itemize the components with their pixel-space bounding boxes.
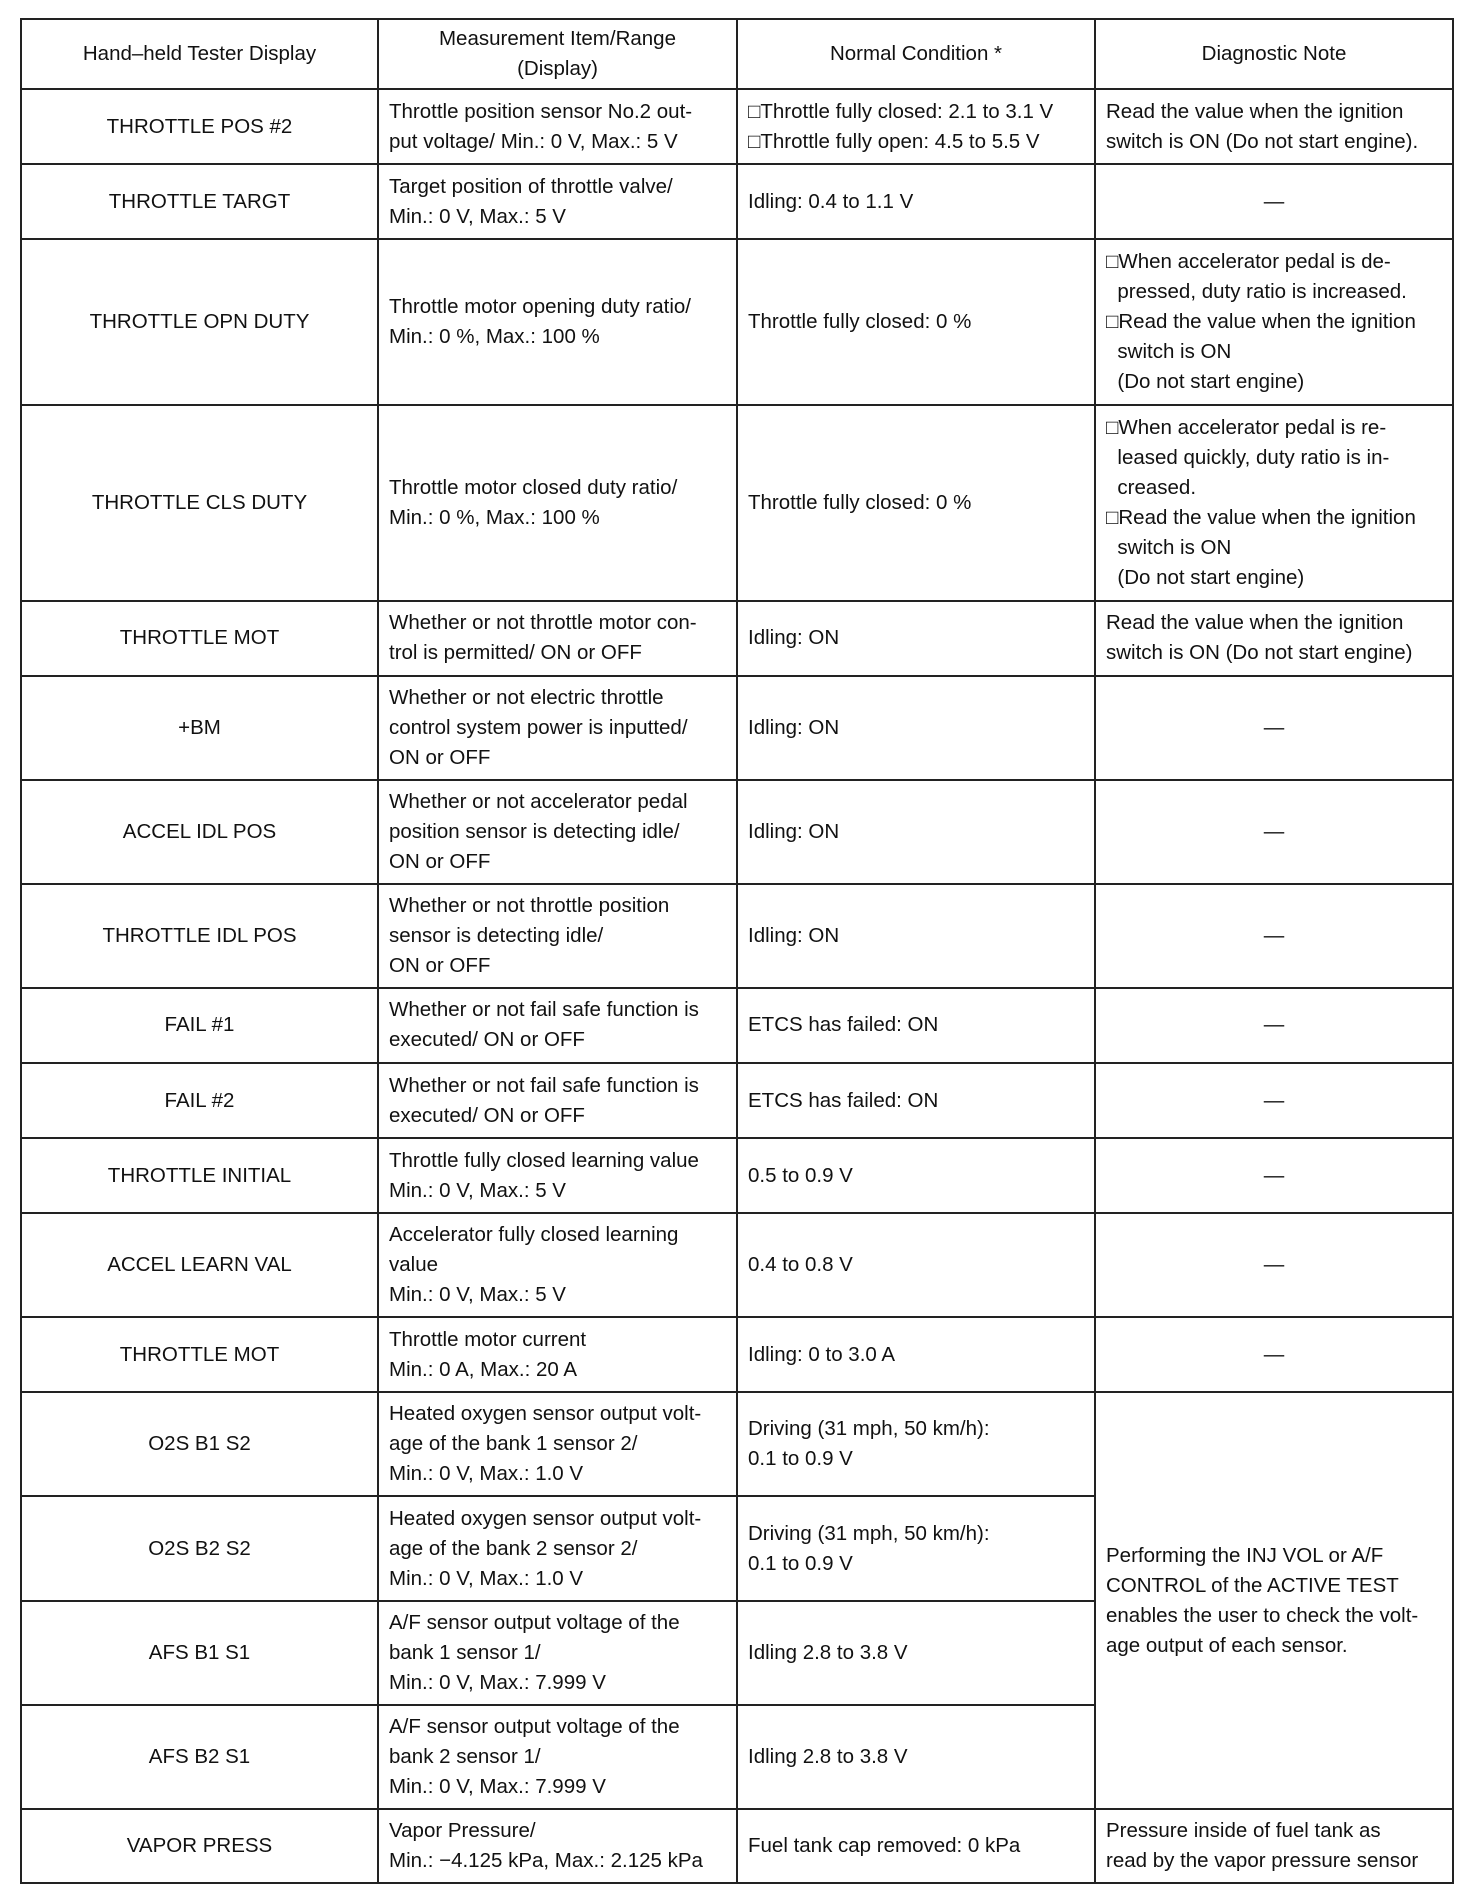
normal-condition-cell: □Throttle fully closed: 2.1 to 3.1 V □Throttle fully open: 4.5 to 5.5 V xyxy=(737,89,1095,164)
diagnostic-note-cell: Pressure inside of fuel tank as read by the vapor pressure sensor xyxy=(1095,1809,1453,1883)
normal-condition-cell: Idling: ON xyxy=(737,780,1095,884)
diagnostic-note-cell: □When accelerator pedal is re- leased quickly, duty ratio is in- creased. □Read the value when the ignition switch is ON (Do not start engine) xyxy=(1095,405,1453,600)
display-cell: THROTTLE MOT xyxy=(21,1317,378,1392)
measurement-cell: Vapor Pressure/ Min.: −4.125 kPa, Max.: 2.125 kPa xyxy=(378,1809,737,1883)
measurement-cell: Whether or not electric throttle control system power is inputted/ ON or OFF xyxy=(378,676,737,780)
display-cell: FAIL #2 xyxy=(21,1063,378,1138)
normal-condition-cell: Idling: 0 to 3.0 A xyxy=(737,1317,1095,1392)
diagnostic-note-cell: □When accelerator pedal is de- pressed, duty ratio is increased. □Read the value when the ignition switch is ON (Do not start engine) xyxy=(1095,239,1453,405)
normal-condition-cell: Idling 2.8 to 3.8 V xyxy=(737,1601,1095,1705)
table-row xyxy=(21,405,1453,600)
normal-condition-cell: Idling: ON xyxy=(737,601,1095,676)
table-row xyxy=(21,239,1453,405)
measurement-cell: Accelerator fully closed learning value Min.: 0 V, Max.: 5 V xyxy=(378,1213,737,1317)
display-cell: THROTTLE IDL POS xyxy=(21,884,378,988)
display-cell: ACCEL IDL POS xyxy=(21,780,378,884)
table-row xyxy=(21,1138,1453,1213)
normal-condition-cell: Idling 2.8 to 3.8 V xyxy=(737,1705,1095,1809)
normal-condition-cell: ETCS has failed: ON xyxy=(737,1063,1095,1138)
normal-condition-cell: Idling: 0.4 to 1.1 V xyxy=(737,164,1095,239)
table-row xyxy=(21,884,1453,988)
diagnostic-note-cell: — xyxy=(1095,780,1453,884)
table-row xyxy=(21,1392,1453,1496)
measurement-cell: Throttle motor opening duty ratio/ Min.: 0 %, Max.: 100 % xyxy=(378,239,737,405)
measurement-cell: Whether or not fail safe function is executed/ ON or OFF xyxy=(378,1063,737,1138)
measurement-cell: Throttle position sensor No.2 out- put voltage/ Min.: 0 V, Max.: 5 V xyxy=(378,89,737,164)
document-page xyxy=(20,18,1452,1884)
diagnostic-note-cell: — xyxy=(1095,1317,1453,1392)
table-row xyxy=(21,780,1453,884)
header-display: Hand–held Tester Display xyxy=(21,19,378,89)
display-cell: FAIL #1 xyxy=(21,988,378,1063)
measurement-cell: Whether or not throttle position sensor is detecting idle/ ON or OFF xyxy=(378,884,737,988)
display-cell: THROTTLE INITIAL xyxy=(21,1138,378,1213)
display-cell: O2S B1 S2 xyxy=(21,1392,378,1496)
display-cell: THROTTLE TARGT xyxy=(21,164,378,239)
measurement-cell: A/F sensor output voltage of the bank 2 sensor 1/ Min.: 0 V, Max.: 7.999 V xyxy=(378,1705,737,1809)
measurement-cell: Heated oxygen sensor output volt- age of the bank 1 sensor 2/ Min.: 0 V, Max.: 1.0 V xyxy=(378,1392,737,1496)
table-row xyxy=(21,1317,1453,1392)
normal-condition-cell: Fuel tank cap removed: 0 kPa xyxy=(737,1809,1095,1883)
measurement-cell: Throttle fully closed learning value Min.: 0 V, Max.: 5 V xyxy=(378,1138,737,1213)
measurement-cell: Throttle motor current Min.: 0 A, Max.: 20 A xyxy=(378,1317,737,1392)
measurement-cell: Whether or not throttle motor con- trol is permitted/ ON or OFF xyxy=(378,601,737,676)
table-row xyxy=(21,1213,1453,1317)
diagnostic-note-cell: — xyxy=(1095,676,1453,780)
display-cell: AFS B2 S1 xyxy=(21,1705,378,1809)
shared-diagnostic-note-cell: Performing the INJ VOL or A/F CONTROL of the ACTIVE TEST enables the user to check the volt- age output of each sensor. xyxy=(1095,1392,1453,1808)
measurement-cell: Whether or not accelerator pedal position sensor is detecting idle/ ON or OFF xyxy=(378,780,737,884)
table-row xyxy=(21,1809,1453,1883)
table-row xyxy=(21,988,1453,1063)
normal-condition-cell: Throttle fully closed: 0 % xyxy=(737,405,1095,600)
normal-condition-cell: 0.5 to 0.9 V xyxy=(737,1138,1095,1213)
table-header-row xyxy=(21,19,1453,89)
normal-condition-cell: Driving (31 mph, 50 km/h): 0.1 to 0.9 V xyxy=(737,1496,1095,1600)
display-cell: AFS B1 S1 xyxy=(21,1601,378,1705)
header-measurement: Measurement Item/Range (Display) xyxy=(378,19,737,89)
display-cell: VAPOR PRESS xyxy=(21,1809,378,1883)
measurement-cell: Target position of throttle valve/ Min.: 0 V, Max.: 5 V xyxy=(378,164,737,239)
display-cell: THROTTLE POS #2 xyxy=(21,89,378,164)
diagnostic-note-cell: — xyxy=(1095,988,1453,1063)
header-normal-condition: Normal Condition * xyxy=(737,19,1095,89)
diagnostic-note-cell: Read the value when the ignition switch is ON (Do not start engine) xyxy=(1095,601,1453,676)
measurement-cell: Heated oxygen sensor output volt- age of the bank 2 sensor 2/ Min.: 0 V, Max.: 1.0 V xyxy=(378,1496,737,1600)
diagnostic-note-cell: — xyxy=(1095,164,1453,239)
normal-condition-cell: Idling: ON xyxy=(737,676,1095,780)
measurement-cell: A/F sensor output voltage of the bank 1 sensor 1/ Min.: 0 V, Max.: 7.999 V xyxy=(378,1601,737,1705)
measurement-cell: Throttle motor closed duty ratio/ Min.: 0 %, Max.: 100 % xyxy=(378,405,737,600)
diagnostic-note-cell: — xyxy=(1095,1138,1453,1213)
normal-condition-cell: ETCS has failed: ON xyxy=(737,988,1095,1063)
header-diagnostic-note: Diagnostic Note xyxy=(1095,19,1453,89)
diagnostic-note-cell: — xyxy=(1095,1213,1453,1317)
display-cell: ACCEL LEARN VAL xyxy=(21,1213,378,1317)
table-row xyxy=(21,601,1453,676)
table-row xyxy=(21,676,1453,780)
display-cell: O2S B2 S2 xyxy=(21,1496,378,1600)
display-cell: THROTTLE OPN DUTY xyxy=(21,239,378,405)
normal-condition-cell: Throttle fully closed: 0 % xyxy=(737,239,1095,405)
normal-condition-cell: Idling: ON xyxy=(737,884,1095,988)
table-row xyxy=(21,164,1453,239)
diagnostic-data-table xyxy=(20,18,1454,1884)
measurement-cell: Whether or not fail safe function is executed/ ON or OFF xyxy=(378,988,737,1063)
display-cell: +BM xyxy=(21,676,378,780)
display-cell: THROTTLE CLS DUTY xyxy=(21,405,378,600)
diagnostic-note-cell: Read the value when the ignition switch is ON (Do not start engine). xyxy=(1095,89,1453,164)
table-row xyxy=(21,89,1453,164)
diagnostic-note-cell: — xyxy=(1095,884,1453,988)
table-row xyxy=(21,1063,1453,1138)
normal-condition-cell: Driving (31 mph, 50 km/h): 0.1 to 0.9 V xyxy=(737,1392,1095,1496)
normal-condition-cell: 0.4 to 0.8 V xyxy=(737,1213,1095,1317)
display-cell: THROTTLE MOT xyxy=(21,601,378,676)
diagnostic-note-cell: — xyxy=(1095,1063,1453,1138)
